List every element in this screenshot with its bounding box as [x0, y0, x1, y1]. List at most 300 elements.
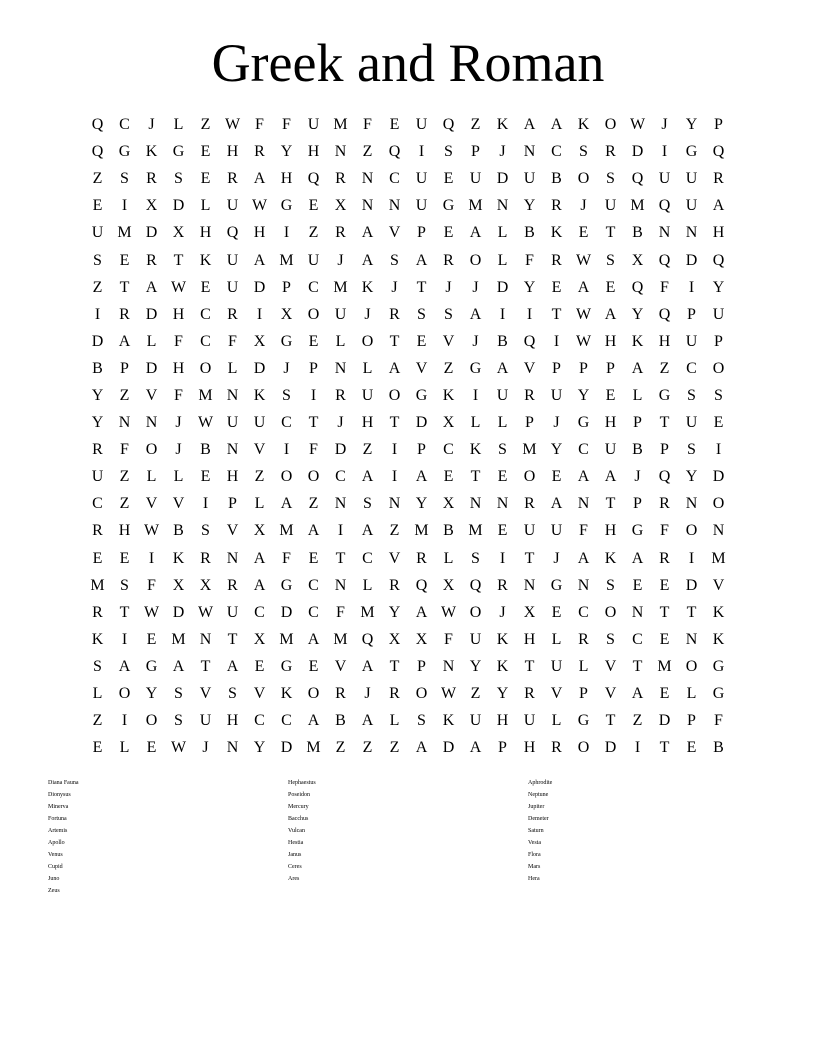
grid-letter: D — [172, 197, 185, 215]
grid-letter: K — [199, 251, 212, 269]
grid-letter: Q — [442, 116, 455, 134]
grid-row — [84, 274, 732, 301]
grid-letter: N — [199, 630, 212, 648]
grid-letter: O — [415, 685, 428, 703]
grid-letter: N — [334, 576, 347, 594]
grid-letter: Q — [415, 576, 428, 594]
grid-letter: X — [253, 332, 266, 350]
grid-letter: F — [660, 522, 669, 540]
grid-letter: P — [579, 685, 588, 703]
grid-letter: W — [143, 603, 160, 621]
grid-letter: D — [631, 143, 644, 161]
grid-letter: O — [307, 468, 320, 486]
grid-letter: V — [523, 359, 536, 377]
grid-letter: I — [499, 305, 506, 323]
grid-letter: E — [200, 170, 211, 188]
grid-letter: X — [334, 197, 347, 215]
grid-letter: A — [415, 468, 428, 486]
grid-letter: M — [279, 630, 294, 648]
grid-letter: I — [121, 712, 128, 730]
grid-letter: I — [553, 332, 560, 350]
grid-letter: V — [388, 224, 401, 242]
grid-letter: N — [442, 657, 455, 675]
grid-letter: A — [415, 251, 428, 269]
grid-letter: E — [119, 251, 130, 269]
grid-letter: H — [253, 224, 266, 242]
grid-letter: U — [550, 657, 563, 675]
grid-letter: T — [659, 603, 670, 621]
grid-letter: T — [389, 332, 400, 350]
grid-row — [84, 517, 732, 544]
grid-letter: E — [443, 468, 454, 486]
grid-letter: G — [172, 143, 185, 161]
grid-letter: Y — [415, 495, 428, 513]
grid-letter: W — [143, 522, 160, 540]
grid-letter: N — [145, 414, 158, 432]
grid-letter: T — [659, 739, 670, 757]
grid-letter: H — [172, 359, 185, 377]
grid-letter: Y — [91, 386, 104, 404]
grid-letter: W — [440, 685, 457, 703]
grid-letter: L — [578, 657, 589, 675]
grid-row — [84, 463, 732, 490]
grid-letter: Q — [307, 170, 320, 188]
grid-letter: X — [442, 576, 455, 594]
grid-letter: D — [145, 224, 158, 242]
grid-letter: T — [389, 657, 400, 675]
grid-letter: Y — [577, 386, 590, 404]
grid-letter: A — [577, 468, 590, 486]
grid-letter: D — [442, 739, 455, 757]
grid-letter: P — [309, 359, 318, 377]
grid-letter: X — [442, 414, 455, 432]
grid-letter: X — [172, 576, 185, 594]
grid-letter: R — [92, 522, 103, 540]
grid-letter: A — [253, 170, 266, 188]
grid-letter: B — [335, 712, 346, 730]
grid-letter: I — [715, 441, 722, 459]
grid-letter: T — [335, 549, 346, 567]
grid-letter: Z — [92, 170, 103, 188]
grid-letter: M — [117, 224, 132, 242]
grid-letter: L — [632, 386, 643, 404]
grid-letter: B — [632, 224, 643, 242]
grid-letter: M — [279, 522, 294, 540]
grid-letter: D — [145, 305, 158, 323]
grid-row — [84, 707, 732, 734]
grid-letter: Q — [658, 305, 671, 323]
grid-letter: M — [711, 549, 726, 567]
grid-letter: I — [202, 495, 209, 513]
grid-letter: R — [578, 630, 589, 648]
grid-letter: S — [606, 170, 615, 188]
grid-letter: B — [92, 359, 103, 377]
grid-letter: N — [685, 495, 698, 513]
grid-letter: A — [307, 522, 320, 540]
grid-letter: Y — [469, 657, 482, 675]
grid-letter: O — [712, 495, 725, 513]
grid-letter: U — [199, 712, 212, 730]
grid-letter: A — [361, 712, 374, 730]
grid-letter: C — [92, 495, 103, 513]
grid-row — [84, 111, 732, 138]
grid-letter: U — [523, 170, 536, 188]
grid-letter: S — [498, 441, 507, 459]
grid-letter: X — [388, 630, 401, 648]
grid-letter: O — [199, 359, 212, 377]
grid-letter: O — [604, 603, 617, 621]
grid-letter: J — [472, 332, 479, 350]
grid-letter: X — [145, 197, 158, 215]
grid-letter: Y — [145, 685, 158, 703]
grid-letter: L — [173, 116, 184, 134]
grid-letter: G — [712, 657, 725, 675]
grid-letter: D — [496, 170, 509, 188]
grid-letter: C — [308, 603, 319, 621]
grid-letter: C — [281, 712, 292, 730]
grid-letter: A — [469, 739, 482, 757]
grid-letter: S — [93, 657, 102, 675]
grid-letter: T — [389, 414, 400, 432]
grid-letter: T — [605, 224, 616, 242]
grid-letter: R — [92, 603, 103, 621]
grid-letter: Q — [523, 332, 536, 350]
grid-letter: X — [199, 576, 212, 594]
grid-letter: N — [523, 576, 536, 594]
grid-letter: A — [631, 549, 644, 567]
grid-letter: G — [631, 522, 644, 540]
grid-letter: O — [523, 468, 536, 486]
grid-letter: P — [552, 359, 561, 377]
grid-letter: H — [199, 224, 212, 242]
word-list-item: Poseidon — [288, 792, 311, 798]
grid-letter: K — [280, 685, 293, 703]
word-list-item: Apollo — [48, 840, 65, 846]
grid-letter: G — [685, 143, 698, 161]
grid-letter: F — [120, 441, 129, 459]
grid-letter: U — [685, 197, 698, 215]
grid-letter: U — [496, 386, 509, 404]
grid-letter: E — [659, 685, 670, 703]
grid-letter: W — [629, 116, 646, 134]
grid-letter: Y — [91, 414, 104, 432]
grid-letter: O — [712, 359, 725, 377]
grid-letter: I — [283, 441, 290, 459]
grid-letter: Q — [712, 251, 725, 269]
grid-letter: C — [254, 603, 265, 621]
grid-letter: N — [685, 630, 698, 648]
grid-letter: S — [201, 522, 210, 540]
grid-letter: A — [604, 305, 617, 323]
word-search-grid — [84, 111, 732, 761]
grid-letter: O — [118, 685, 131, 703]
grid-letter: K — [631, 332, 644, 350]
grid-letter: N — [226, 549, 239, 567]
grid-letter: N — [685, 224, 698, 242]
grid-row — [84, 680, 732, 707]
grid-letter: M — [333, 116, 348, 134]
grid-letter: P — [606, 359, 615, 377]
grid-letter: M — [90, 576, 105, 594]
grid-letter: I — [391, 468, 398, 486]
grid-letter: E — [389, 116, 400, 134]
grid-letter: Q — [469, 576, 482, 594]
grid-letter: L — [119, 739, 130, 757]
grid-letter: Z — [362, 143, 373, 161]
grid-letter: O — [685, 657, 698, 675]
grid-letter: Y — [712, 278, 725, 296]
grid-letter: N — [361, 197, 374, 215]
word-list-item: Hestia — [288, 840, 304, 846]
grid-letter: L — [362, 359, 373, 377]
grid-letter: M — [657, 657, 672, 675]
grid-letter: W — [575, 251, 592, 269]
grid-letter: E — [200, 143, 211, 161]
grid-letter: L — [443, 549, 454, 567]
grid-row — [84, 355, 732, 382]
grid-letter: S — [363, 495, 372, 513]
word-list-item: Neptune — [528, 792, 549, 798]
grid-letter: L — [254, 495, 265, 513]
grid-letter: R — [335, 224, 346, 242]
grid-letter: H — [604, 522, 617, 540]
grid-letter: W — [224, 116, 241, 134]
word-list-column — [48, 777, 288, 897]
grid-letter: V — [388, 549, 401, 567]
grid-letter: O — [685, 522, 698, 540]
grid-letter: N — [631, 603, 644, 621]
grid-letter: O — [145, 441, 158, 459]
grid-letter: V — [226, 522, 239, 540]
grid-letter: K — [550, 224, 563, 242]
grid-letter: X — [631, 251, 644, 269]
grid-letter: S — [444, 143, 453, 161]
grid-letter: E — [416, 332, 427, 350]
grid-letter: U — [226, 197, 239, 215]
page-title: Greek and Roman — [211, 33, 605, 93]
grid-letter: I — [121, 630, 128, 648]
grid-letter: Z — [119, 495, 130, 513]
grid-letter: X — [253, 630, 266, 648]
grid-letter: P — [660, 441, 669, 459]
grid-letter: U — [226, 603, 239, 621]
grid-letter: U — [415, 197, 428, 215]
grid-letter: E — [92, 739, 103, 757]
grid-letter: D — [91, 332, 104, 350]
grid-letter: Q — [631, 278, 644, 296]
grid-letter: Q — [658, 251, 671, 269]
grid-letter: S — [579, 143, 588, 161]
grid-letter: R — [551, 197, 562, 215]
grid-letter: C — [308, 278, 319, 296]
grid-letter: N — [226, 441, 239, 459]
grid-letter: A — [604, 468, 617, 486]
grid-letter: R — [524, 685, 535, 703]
grid-letter: I — [472, 386, 479, 404]
grid-letter: P — [120, 359, 129, 377]
grid-letter: M — [171, 630, 186, 648]
grid-letter: I — [256, 305, 263, 323]
grid-letter: J — [283, 359, 290, 377]
grid-letter: V — [604, 685, 617, 703]
grid-letter: Z — [335, 739, 346, 757]
grid-letter: L — [146, 468, 157, 486]
grid-letter: Z — [254, 468, 265, 486]
grid-letter: A — [118, 332, 131, 350]
grid-letter: N — [334, 359, 347, 377]
grid-letter: J — [391, 278, 398, 296]
grid-letter: U — [91, 224, 104, 242]
grid-letter: G — [145, 657, 158, 675]
grid-letter: Q — [388, 143, 401, 161]
grid-letter: G — [550, 576, 563, 594]
grid-letter: G — [469, 359, 482, 377]
grid-letter: L — [92, 685, 103, 703]
grid-letter: Z — [470, 685, 481, 703]
grid-letter: P — [525, 414, 534, 432]
grid-letter: T — [308, 414, 319, 432]
grid-letter: E — [578, 224, 589, 242]
grid-letter: A — [253, 549, 266, 567]
grid-letter: R — [146, 170, 157, 188]
grid-letter: V — [712, 576, 725, 594]
grid-letter: U — [469, 712, 482, 730]
grid-letter: Y — [280, 143, 293, 161]
grid-letter: Z — [308, 495, 319, 513]
grid-letter: S — [282, 386, 291, 404]
grid-letter: C — [578, 441, 589, 459]
grid-letter: R — [389, 305, 400, 323]
grid-letter: L — [551, 630, 562, 648]
word-list-item: Mercury — [288, 804, 309, 810]
grid-letter: Z — [119, 386, 130, 404]
grid-letter: O — [469, 251, 482, 269]
grid-letter: B — [632, 441, 643, 459]
grid-letter: D — [415, 414, 428, 432]
grid-letter: K — [496, 630, 509, 648]
grid-letter: R — [335, 685, 346, 703]
grid-letter: B — [497, 332, 508, 350]
grid-letter: P — [498, 739, 507, 757]
word-list-item: Dionysus — [48, 792, 71, 798]
grid-letter: Y — [523, 278, 536, 296]
grid-letter: G — [280, 657, 293, 675]
grid-letter: T — [200, 657, 211, 675]
grid-letter: H — [496, 712, 509, 730]
grid-letter: Z — [659, 359, 670, 377]
grid-letter: U — [685, 414, 698, 432]
grid-letter: K — [442, 712, 455, 730]
grid-letter: E — [308, 657, 319, 675]
grid-letter: F — [363, 116, 372, 134]
grid-letter: R — [254, 143, 265, 161]
grid-letter: E — [92, 549, 103, 567]
grid-letter: Q — [91, 143, 104, 161]
grid-letter: D — [280, 739, 293, 757]
grid-letter: R — [659, 549, 670, 567]
word-list-item: Ares — [288, 876, 300, 882]
grid-letter: E — [308, 332, 319, 350]
grid-letter: F — [309, 441, 318, 459]
grid-letter: H — [307, 143, 320, 161]
grid-letter: G — [280, 576, 293, 594]
grid-letter: T — [659, 414, 670, 432]
grid-letter: D — [145, 359, 158, 377]
grid-letter: P — [687, 712, 696, 730]
grid-letter: K — [496, 116, 509, 134]
grid-letter: Z — [92, 278, 103, 296]
grid-letter: K — [712, 630, 725, 648]
grid-letter: N — [496, 495, 509, 513]
grid-letter: I — [337, 522, 344, 540]
grid-letter: W — [251, 197, 268, 215]
grid-letter: L — [227, 359, 238, 377]
grid-letter: M — [522, 441, 537, 459]
grid-letter: S — [120, 576, 129, 594]
grid-letter: I — [634, 739, 641, 757]
grid-letter: K — [604, 549, 617, 567]
grid-letter: A — [577, 278, 590, 296]
grid-letter: C — [119, 116, 130, 134]
grid-letter: U — [523, 712, 536, 730]
grid-letter: H — [118, 522, 131, 540]
grid-letter: P — [714, 332, 723, 350]
grid-letter: I — [688, 549, 695, 567]
word-list — [48, 777, 768, 897]
grid-letter: S — [687, 441, 696, 459]
grid-letter: S — [174, 170, 183, 188]
grid-letter: C — [578, 603, 589, 621]
grid-letter: C — [335, 468, 346, 486]
grid-letter: R — [551, 739, 562, 757]
grid-row — [84, 436, 732, 463]
grid-letter: R — [335, 170, 346, 188]
grid-letter: W — [197, 603, 214, 621]
grid-letter: I — [310, 386, 317, 404]
grid-letter: G — [280, 332, 293, 350]
grid-letter: W — [575, 305, 592, 323]
grid-letter: J — [148, 116, 155, 134]
word-list-item: Hephaestus — [288, 780, 316, 786]
grid-row — [84, 734, 732, 761]
grid-letter: A — [523, 116, 536, 134]
grid-letter: V — [145, 495, 158, 513]
word-list-item: Bacchus — [288, 816, 309, 822]
grid-letter: E — [686, 739, 697, 757]
grid-letter: M — [306, 739, 321, 757]
word-list-item: Vulcan — [288, 828, 305, 834]
grid-letter: C — [389, 170, 400, 188]
grid-letter: A — [361, 657, 374, 675]
grid-letter: T — [605, 495, 616, 513]
grid-letter: U — [91, 468, 104, 486]
grid-letter: D — [604, 739, 617, 757]
grid-letter: R — [227, 170, 238, 188]
grid-letter: A — [415, 603, 428, 621]
grid-letter: N — [658, 224, 671, 242]
grid-letter: U — [712, 305, 725, 323]
grid-row — [84, 219, 732, 246]
grid-letter: P — [417, 441, 426, 459]
grid-letter: Y — [631, 305, 644, 323]
grid-letter: A — [172, 657, 185, 675]
grid-letter: U — [523, 522, 536, 540]
grid-letter: Q — [658, 197, 671, 215]
grid-letter: Z — [443, 359, 454, 377]
grid-letter: T — [119, 603, 130, 621]
grid-letter: X — [442, 495, 455, 513]
grid-letter: R — [713, 170, 724, 188]
